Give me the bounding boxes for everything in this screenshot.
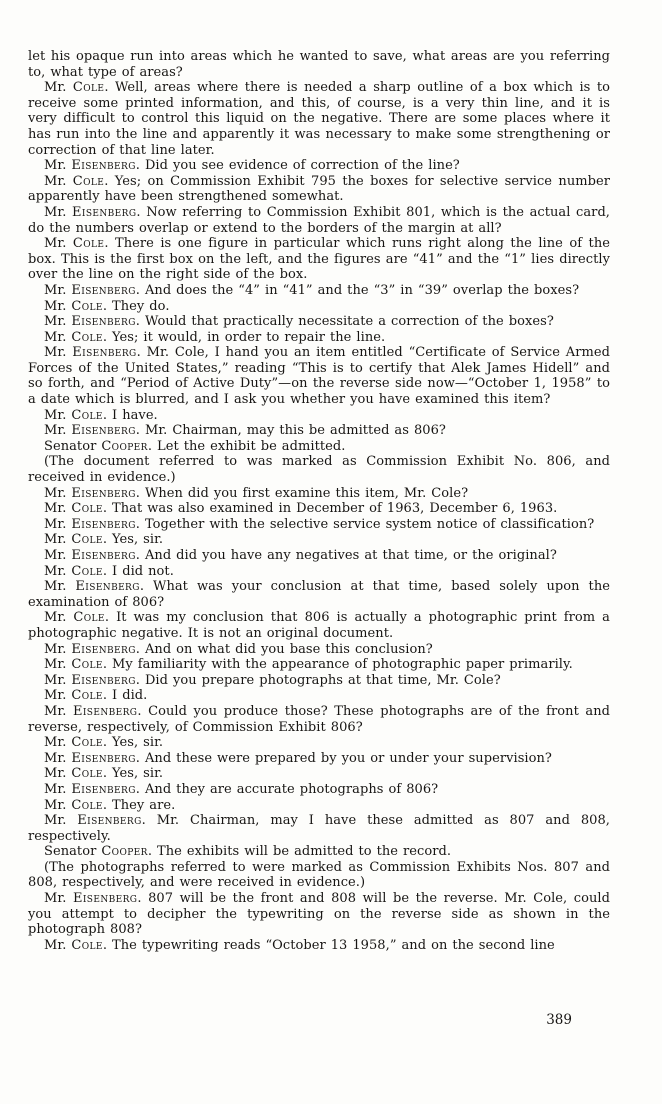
paragraph-text: They are.: [112, 797, 176, 813]
speaker-prefix: Mr.: [44, 80, 67, 96]
paragraph-text: Yes, sir.: [112, 532, 164, 548]
paragraph-text: I did not.: [112, 563, 174, 579]
speaker-name: Cole: [71, 657, 103, 673]
speaker-prefix: Mr.: [44, 781, 67, 797]
speaker-name: Eisenberg: [72, 891, 138, 907]
page-number: 389: [546, 1012, 572, 1028]
speaker-name: Eisenberg: [71, 750, 136, 766]
speaker-name: Eisenberg: [71, 548, 136, 563]
speaker-separator: .: [147, 438, 158, 454]
speaker-prefix: Mr.: [44, 937, 67, 953]
transcript-paragraph: [28, 610, 610, 641]
speaker-prefix: Mr.: [44, 735, 67, 751]
speaker-separator: .: [102, 735, 113, 751]
speaker-name: Eisenberg: [71, 282, 136, 298]
speaker-prefix: Mr.: [44, 641, 67, 657]
paragraph-text: And they are accurate photographs of 806?: [144, 781, 439, 797]
speaker-separator: .: [104, 80, 115, 96]
speaker-name: Cole: [71, 735, 103, 751]
paragraph-text: Could you produce those? These photographs are of the front and reverse, respectively, of Commission Exhibit 806?: [28, 703, 610, 735]
speaker-prefix: Mr.: [44, 485, 67, 501]
transcript-paragraph: [28, 844, 610, 860]
speaker-separator: .: [147, 844, 158, 860]
transcript-paragraph: [28, 439, 610, 455]
speaker-separator: .: [135, 516, 145, 532]
transcript-paragraph: [28, 813, 610, 844]
paragraph-text: (The document referred to was marked as Commission Exhibit No. 806, and received in evidence.): [28, 454, 610, 486]
paragraph-text: The exhibits will be admitted to the record.: [157, 844, 452, 860]
paragraph-text: That was also examined in December of 1963, December 6, 1963.: [112, 501, 558, 517]
speaker-separator: .: [104, 236, 115, 252]
transcript-paragraph: [28, 564, 610, 580]
speaker-name: Eisenberg: [71, 781, 136, 797]
speaker-name: Cole: [72, 236, 105, 252]
paragraph-text: Let the exhibit be admitted.: [157, 438, 346, 454]
speaker-prefix: Mr.: [44, 158, 67, 174]
speaker-name: Cooper: [101, 438, 148, 454]
transcript-paragraph: [28, 657, 610, 673]
transcript-paragraph: [28, 766, 610, 782]
transcript-text-block: [28, 49, 610, 953]
paragraph-text: Did you prepare photographs at that time, Mr. Cole?: [144, 672, 501, 688]
paragraph-text: (The photographs referred to were marked as Commission Exhibits Nos. 807 and 808, respectively, and were received in evidence.): [28, 859, 610, 891]
paragraph-text: Yes; on Commission Exhibit 795 the boxes for selective service number apparently have been strengthened somewhat.: [28, 173, 610, 205]
speaker-name: Cole: [71, 501, 103, 517]
speaker-separator: .: [135, 282, 145, 298]
speaker-separator: .: [135, 314, 145, 330]
speaker-prefix: Senator: [44, 438, 97, 454]
speaker-separator: .: [102, 688, 113, 704]
speaker-prefix: Mr.: [44, 345, 67, 361]
speaker-name: Cole: [71, 563, 103, 579]
speaker-separator: .: [136, 345, 147, 361]
speaker-separator: .: [141, 813, 157, 829]
paragraph-text: When did you first examine this item, Mr. Cole?: [144, 485, 469, 501]
speaker-name: Cole: [71, 688, 103, 704]
speaker-separator: .: [102, 766, 113, 782]
speaker-name: Cole: [71, 407, 103, 423]
speaker-prefix: Mr.: [44, 797, 67, 813]
speaker-separator: .: [102, 657, 113, 673]
speaker-name: Eisenberg: [72, 703, 138, 719]
transcript-paragraph: [28, 735, 610, 751]
speaker-name: Cole: [71, 532, 103, 548]
transcript-paragraph: [28, 704, 610, 735]
speaker-separator: .: [102, 329, 113, 345]
speaker-separator: .: [135, 781, 145, 797]
speaker-prefix: Mr.: [44, 766, 67, 782]
paragraph-text: Yes; it would, in order to repair the line.: [112, 329, 386, 345]
speaker-prefix: Mr.: [44, 532, 67, 548]
paragraph-text: What was your conclusion at that time, based solely upon the examination of 806?: [28, 579, 610, 610]
paragraph-text: The typewriting reads “October 13 1958,” and on the second line: [112, 937, 555, 953]
speaker-name: Cole: [72, 80, 105, 96]
speaker-name: Eisenberg: [75, 579, 140, 595]
transcript-paragraph: [28, 283, 610, 299]
speaker-separator: .: [104, 173, 115, 189]
speaker-prefix: Mr.: [44, 236, 67, 252]
speaker-name: Eisenberg: [71, 423, 136, 439]
speaker-separator: .: [102, 298, 113, 314]
transcript-paragraph: [28, 454, 610, 485]
speaker-prefix: Mr.: [44, 891, 67, 907]
speaker-prefix: Mr.: [44, 579, 67, 595]
speaker-separator: .: [137, 703, 149, 719]
speaker-separator: .: [137, 891, 149, 907]
paragraph-text: And does the “4” in “41” and the “3” in “39” overlap the boxes?: [144, 282, 580, 298]
speaker-name: Eisenberg: [71, 672, 136, 688]
speaker-prefix: Mr.: [44, 329, 67, 345]
speaker-name: Eisenberg: [71, 314, 136, 330]
transcript-paragraph: [28, 688, 610, 704]
speaker-separator: .: [135, 750, 145, 766]
speaker-name: Cole: [72, 173, 105, 189]
speaker-name: Eisenberg: [71, 158, 136, 174]
transcript-paragraph: [28, 782, 610, 798]
speaker-name: Eisenberg: [71, 516, 136, 532]
speaker-separator: .: [102, 407, 113, 423]
paragraph-text: 807 will be the front and 808 will be the reverse. Mr. Cole, could you attempt to decipher the typewriting on the reverse side as shown in the photograph 808?: [28, 891, 610, 938]
transcript-paragraph: [28, 486, 610, 502]
paragraph-text: Did you see evidence of correction of the line?: [144, 158, 460, 174]
transcript-paragraph: [28, 80, 610, 158]
speaker-prefix: Mr.: [44, 563, 67, 579]
speaker-separator: .: [102, 563, 113, 579]
transcript-paragraph: [28, 345, 610, 407]
speaker-name: Eisenberg: [72, 345, 137, 361]
paragraph-text: Together with the selective service system notice of classification?: [144, 516, 595, 532]
speaker-prefix: Mr.: [44, 298, 67, 314]
paragraph-text: Mr. Chairman, may this be admitted as 806?: [144, 423, 446, 439]
speaker-prefix: Mr.: [44, 610, 67, 626]
paragraph-text: Yes, sir.: [112, 766, 164, 782]
speaker-separator: .: [135, 641, 145, 657]
speaker-prefix: Mr.: [44, 282, 67, 298]
speaker-prefix: Mr.: [44, 501, 67, 517]
speaker-name: Eisenberg: [71, 641, 136, 657]
speaker-prefix: Mr.: [44, 516, 67, 532]
transcript-paragraph: [28, 501, 610, 517]
speaker-prefix: Mr.: [44, 314, 67, 330]
transcript-paragraph: [28, 579, 610, 610]
speaker-prefix: Mr.: [44, 204, 67, 220]
speaker-prefix: Mr.: [44, 750, 67, 766]
speaker-prefix: Mr.: [44, 407, 67, 423]
speaker-name: Cole: [71, 797, 103, 813]
speaker-name: Eisenberg: [71, 485, 136, 501]
paragraph-text: Mr. Chairman, may I have these admitted as 807 and 808, respectively.: [28, 813, 610, 844]
speaker-name: Cole: [71, 766, 103, 782]
transcript-paragraph: [28, 408, 610, 424]
transcript-paragraph: [28, 314, 610, 330]
speaker-name: Cole: [71, 937, 103, 953]
speaker-separator: .: [136, 204, 147, 220]
speaker-separator: .: [135, 548, 145, 563]
speaker-separator: .: [102, 501, 113, 517]
speaker-separator: .: [102, 797, 113, 813]
paragraph-text: Mr. Cole, I hand you an item entitled “Certificate of Service Armed Forces of the United States,” reading “This is to certify that Alek James Hidell” and so forth, and “Period of Active Duty”—on the reverse side now—“October 1, 1958” to a date which is blurred, and I ask you whether you have examined this item?: [28, 345, 610, 408]
transcript-paragraph: [28, 673, 610, 689]
speaker-separator: .: [139, 579, 154, 595]
transcript-paragraph: [28, 798, 610, 814]
transcript-paragraph: [28, 174, 610, 205]
speaker-name: Cole: [71, 329, 103, 345]
speaker-name: Eisenberg: [72, 204, 137, 220]
paragraph-text: And did you have any negatives at that time, or the original?: [144, 548, 557, 563]
speaker-prefix: Mr.: [44, 813, 67, 829]
paragraph-text: let his opaque run into areas which he wanted to save, what areas are you referring to, what type of areas?: [28, 49, 610, 80]
speaker-separator: .: [135, 672, 145, 688]
paragraph-text: And these were prepared by you or under your supervision?: [144, 750, 552, 766]
speaker-prefix: Mr.: [44, 672, 67, 688]
speaker-separator: .: [135, 423, 145, 439]
transcript-paragraph: [28, 299, 610, 315]
paragraph-text: They do.: [112, 298, 170, 314]
paragraph-text: It was my conclusion that 806 is actually a photographic print from a photographic negative. It is not an original document.: [28, 610, 610, 641]
transcript-paragraph: [28, 517, 610, 533]
speaker-separator: .: [102, 532, 113, 548]
paragraph-text: Well, areas where there is needed a sharp outline of a box which is to receive some printed information, and this, of course, is a very thin line, and it is very difficult to control this liquid on the negative. There are some places where it has run into the line and apparently it was necessary to make some strengthening or correction of that line later.: [28, 80, 610, 158]
speaker-name: Cole: [71, 298, 103, 314]
speaker-prefix: Mr.: [44, 688, 67, 704]
speaker-name: Cooper: [101, 844, 148, 860]
speaker-separator: .: [135, 485, 145, 501]
speaker-prefix: Mr.: [44, 173, 67, 189]
transcript-paragraph: [28, 330, 610, 346]
paragraph-text: My familiarity with the appearance of photographic paper primarily.: [112, 657, 573, 673]
transcript-paragraph: [28, 49, 610, 80]
transcript-paragraph: [28, 236, 610, 283]
speaker-separator: .: [104, 610, 117, 626]
transcript-paragraph: [28, 158, 610, 174]
paragraph-text: I have.: [112, 407, 158, 423]
speaker-separator: .: [102, 937, 113, 953]
transcript-paragraph: [28, 751, 610, 767]
transcript-paragraph: [28, 860, 610, 891]
transcript-paragraph: [28, 205, 610, 236]
transcript-paragraph: [28, 938, 610, 954]
paragraph-text: There is one figure in particular which runs right along the line of the box. This is the first box on the left, and the figures are “41” and the “1” lies directly over the line on the right side of the box.: [28, 236, 610, 283]
speaker-prefix: Senator: [44, 844, 97, 860]
speaker-prefix: Mr.: [44, 657, 67, 673]
paragraph-text: I did.: [112, 688, 148, 704]
paragraph-text: And on what did you base this conclusion?: [144, 641, 433, 657]
speaker-prefix: Mr.: [44, 423, 67, 439]
paragraph-text: Now referring to Commission Exhibit 801, which is the actual card, do the numbers overlap or extend to the borders of the margin at all?: [28, 204, 610, 236]
transcript-paragraph: [28, 642, 610, 658]
transcript-paragraph: [28, 532, 610, 548]
paragraph-text: Would that practically necessitate a correction of the boxes?: [144, 314, 554, 330]
speaker-separator: .: [135, 158, 145, 174]
transcript-paragraph: [28, 891, 610, 938]
speaker-name: Cole: [73, 610, 105, 626]
paragraph-text: Yes, sir.: [112, 735, 164, 751]
speaker-prefix: Mr.: [44, 548, 67, 563]
transcript-paragraph: [28, 548, 610, 564]
speaker-prefix: Mr.: [44, 703, 67, 719]
transcript-paragraph: [28, 423, 610, 439]
speaker-name: Eisenberg: [77, 813, 142, 829]
